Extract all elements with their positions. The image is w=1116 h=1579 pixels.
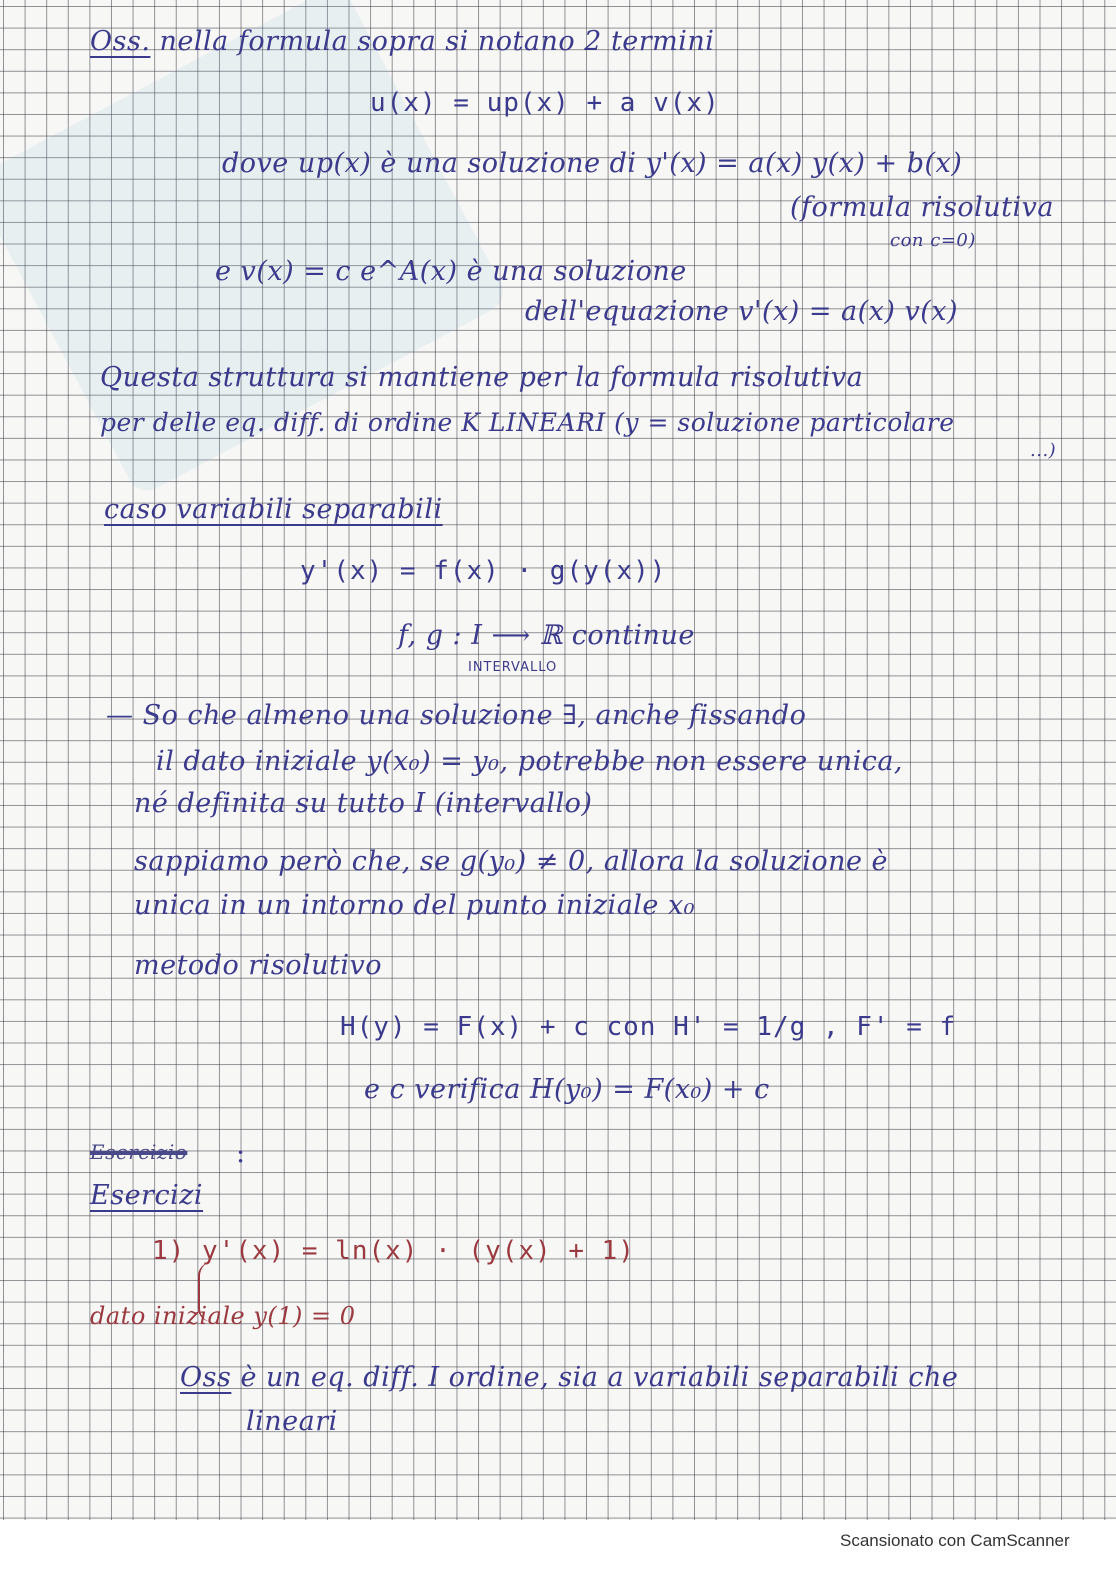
metodo-formula: H(y) = F(x) + c con H' = 1/g , F' = f — [340, 1012, 957, 1042]
struck-word: Esercizio — [90, 1140, 188, 1164]
intorno-line: unica in un intorno del punto iniziale x₀ — [134, 890, 696, 921]
heading-esercizi: Esercizi — [90, 1180, 204, 1211]
v-definition: e v(x) = c e^A(x) è una soluzione — [215, 256, 687, 287]
formula-u: u(x) = up(x) + a v(x) — [370, 88, 720, 118]
exercise-1-initial: dato iniziale y(1) = 0 — [90, 1302, 356, 1330]
struttura-line: Questa struttura si mantiene per la formula risolutiva — [100, 362, 864, 393]
dove-line: dove up(x) è una soluzione di y'(x) = a(x) y(x) + b(x) — [222, 148, 963, 179]
oss2-continuation: lineari — [246, 1406, 338, 1437]
lineari-line-end: ...) — [1030, 440, 1057, 461]
oss2-line — [180, 1362, 958, 1393]
formula-risolutiva-note: (formula risolutiva — [790, 192, 1055, 223]
oss-text: nella formula sopra si notano 2 termini — [159, 26, 715, 57]
heading-metodo-risolutivo: metodo risolutivo — [134, 950, 382, 981]
oss-label: Oss. — [90, 26, 151, 57]
colon-mark: : — [236, 1138, 246, 1169]
oss-line — [90, 26, 714, 57]
heading-variabili-separabili: caso variabili separabili — [104, 494, 443, 525]
oss2-label: Oss — [180, 1362, 232, 1393]
sappiamo-line: sappiamo però che, se g(y₀) ≠ 0, allora la soluzione è — [134, 846, 889, 877]
con-c-note: con c=0) — [890, 230, 976, 251]
lineari-line: per delle eq. diff. di ordine K LINEARI (y = soluzione particolare — [100, 408, 955, 437]
exercise-1: 1) y'(x) = ln(x) · (y(x) + 1) — [152, 1236, 635, 1266]
esistenza-line: — So che almeno una soluzione ∃, anche fissando — [106, 700, 807, 731]
intervallo-note: INTERVALLO — [468, 660, 558, 675]
fg-continue: f, g : I ⟶ ℝ continue — [398, 620, 695, 651]
unicita-line: il dato iniziale y(x₀) = y₀, potrebbe non essere unica, — [156, 746, 904, 777]
definita-line: né definita su tutto I (intervallo) — [134, 788, 593, 819]
oss2-text: è un eq. diff. I ordine, sia a variabili separabili che — [240, 1362, 959, 1393]
camscanner-footer: Scansionato con CamScanner — [840, 1531, 1070, 1550]
separabili-equation: y'(x) = f(x) · g(y(x)) — [300, 556, 667, 586]
c-verifica-line: e c verifica H(y₀) = F(x₀) + c — [364, 1074, 770, 1105]
v-equation: dell'equazione v'(x) = a(x) v(x) — [525, 296, 959, 327]
